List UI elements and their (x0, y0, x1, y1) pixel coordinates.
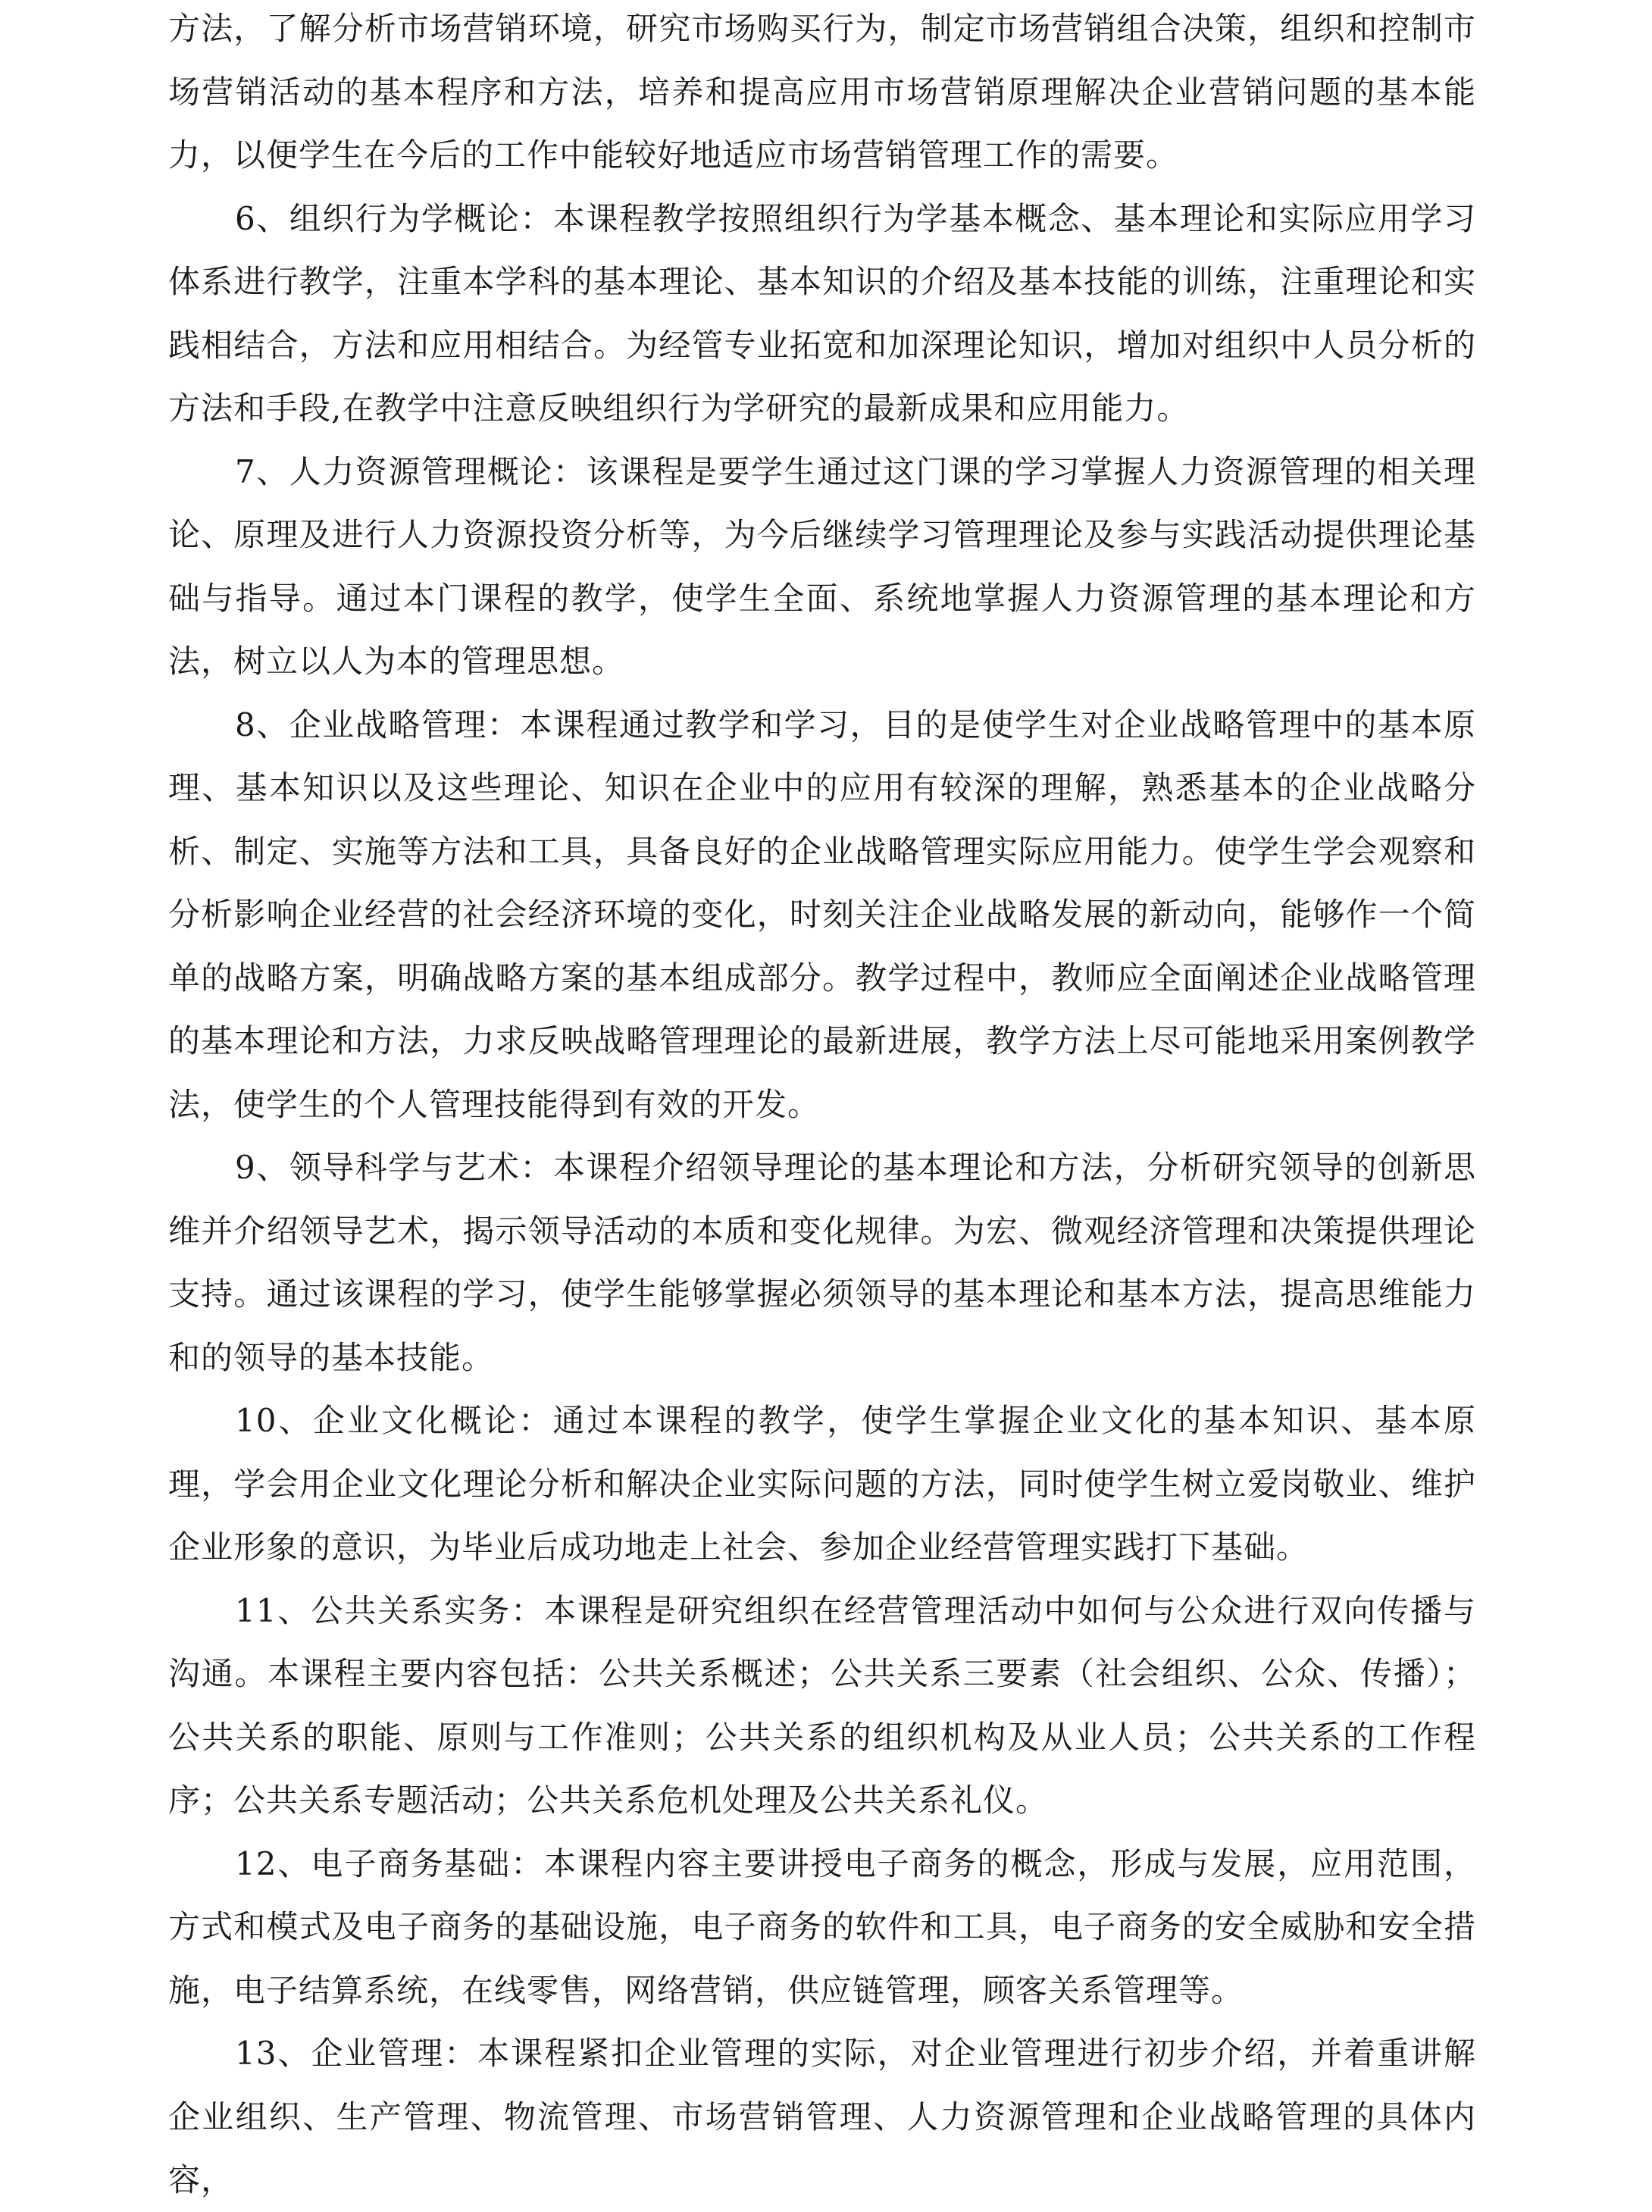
paragraph-human-resources: 7、人力资源管理概论：该课程是要学生通过这门课的学习掌握人力资源管理的相关理论、原理及进行人力资源投资分析等，为今后继续学习管理理论及参与实践活动提供理论基础与指导。通过本门课程的教学，使学生全面、系统地掌握人力资源管理的基本理论和方法，树立以人为本的管理思想。 (168, 452, 1476, 680)
paragraph-enterprise-management: 13、企业管理：本课程紧扣企业管理的实际，对企业管理进行初步介绍，并着重讲解企业组织、生产管理、物流管理、市场营销管理、人力资源管理和企业战略管理的具体内容， (168, 2035, 1476, 2198)
paragraph-strategic-management: 8、企业战略管理：本课程通过教学和学习，目的是使学生对企业战略管理中的基本原理、基本知识以及这些理论、知识在企业中的应用有较深的理解，熟悉基本的企业战略分析、制定、实施等方法和工具，具备良好的企业战略管理实际应用能力。使学生学会观察和分析影响企业经营的社会经济环境的变化，时刻关注企业战略发展的新动向，能够作一个简单的战略方案，明确战略方案的基本组成部分。教学过程中，教师应全面阐述企业战略管理的基本理论和方法，力求反映战略管理理论的最新进展，教学方法上尽可能地采用案例教学法，使学生的个人管理技能得到有效的开发。 (168, 706, 1476, 1123)
paragraph-leadership: 9、领导科学与艺术：本课程介绍领导理论的基本理论和方法，分析研究领导的创新思维并介绍领导艺术，揭示领导活动的本质和变化规律。为宏、微观经济管理和决策提供理论支持。通过该课程的学习，使学生能够掌握必须领导的基本理论和基本方法，提高思维能力和的领导的基本技能。 (168, 1149, 1476, 1376)
paragraph-public-relations: 11、公共关系实务：本课程是研究组织在经营管理活动中如何与公众进行双向传播与沟通。本课程主要内容包括：公共关系概述；公共关系三要素（社会组织、公众、传播）；公共关系的职能、原则与工作准则；公共关系的组织机构及从业人员；公共关系的工作程序；公共关系专题活动；公共关系危机处理及公共关系礼仪。 (168, 1591, 1476, 1819)
paragraph-marketing-continued: 方法，了解分析市场营销环境，研究市场购买行为，制定市场营销组合决策，组织和控制市场营销活动的基本程序和方法，培养和提高应用市场营销原理解决企业营销问题的基本能力，以便学生在今后的工作中能较好地适应市场营销管理工作的需要。 (168, 10, 1476, 174)
paragraph-e-commerce: 12、电子商务基础：本课程内容主要讲授电子商务的概念，形成与发展，应用范围，方式和模式及电子商务的基础设施，电子商务的软件和工具，电子商务的安全威胁和安全措施，电子结算系统，在线零售，网络营销，供应链管理，顾客关系管理等。 (168, 1844, 1476, 2009)
paragraph-organizational-behavior: 6、组织行为学概论：本课程教学按照组织行为学基本概念、基本理论和实际应用学习体系进行教学，注重本学科的基本理论、基本知识的介绍及基本技能的训练，注重理论和实践相结合，方法和应用相结合。为经管专业拓宽和加深理论知识，增加对组织中人员分析的方法和手段,在教学中注意反映组织行为学研究的最新成果和应用能力。 (168, 199, 1476, 427)
paragraph-corporate-culture: 10、企业文化概论：通过本课程的教学，使学生掌握企业文化的基本知识、基本原理，学会用企业文化理论分析和解决企业实际问题的方法，同时使学生树立爱岗敬业、维护企业形象的意识，为毕业后成功地走上社会、参加企业经营管理实践打下基础。 (168, 1402, 1476, 1566)
document-body (168, 0, 1476, 2212)
